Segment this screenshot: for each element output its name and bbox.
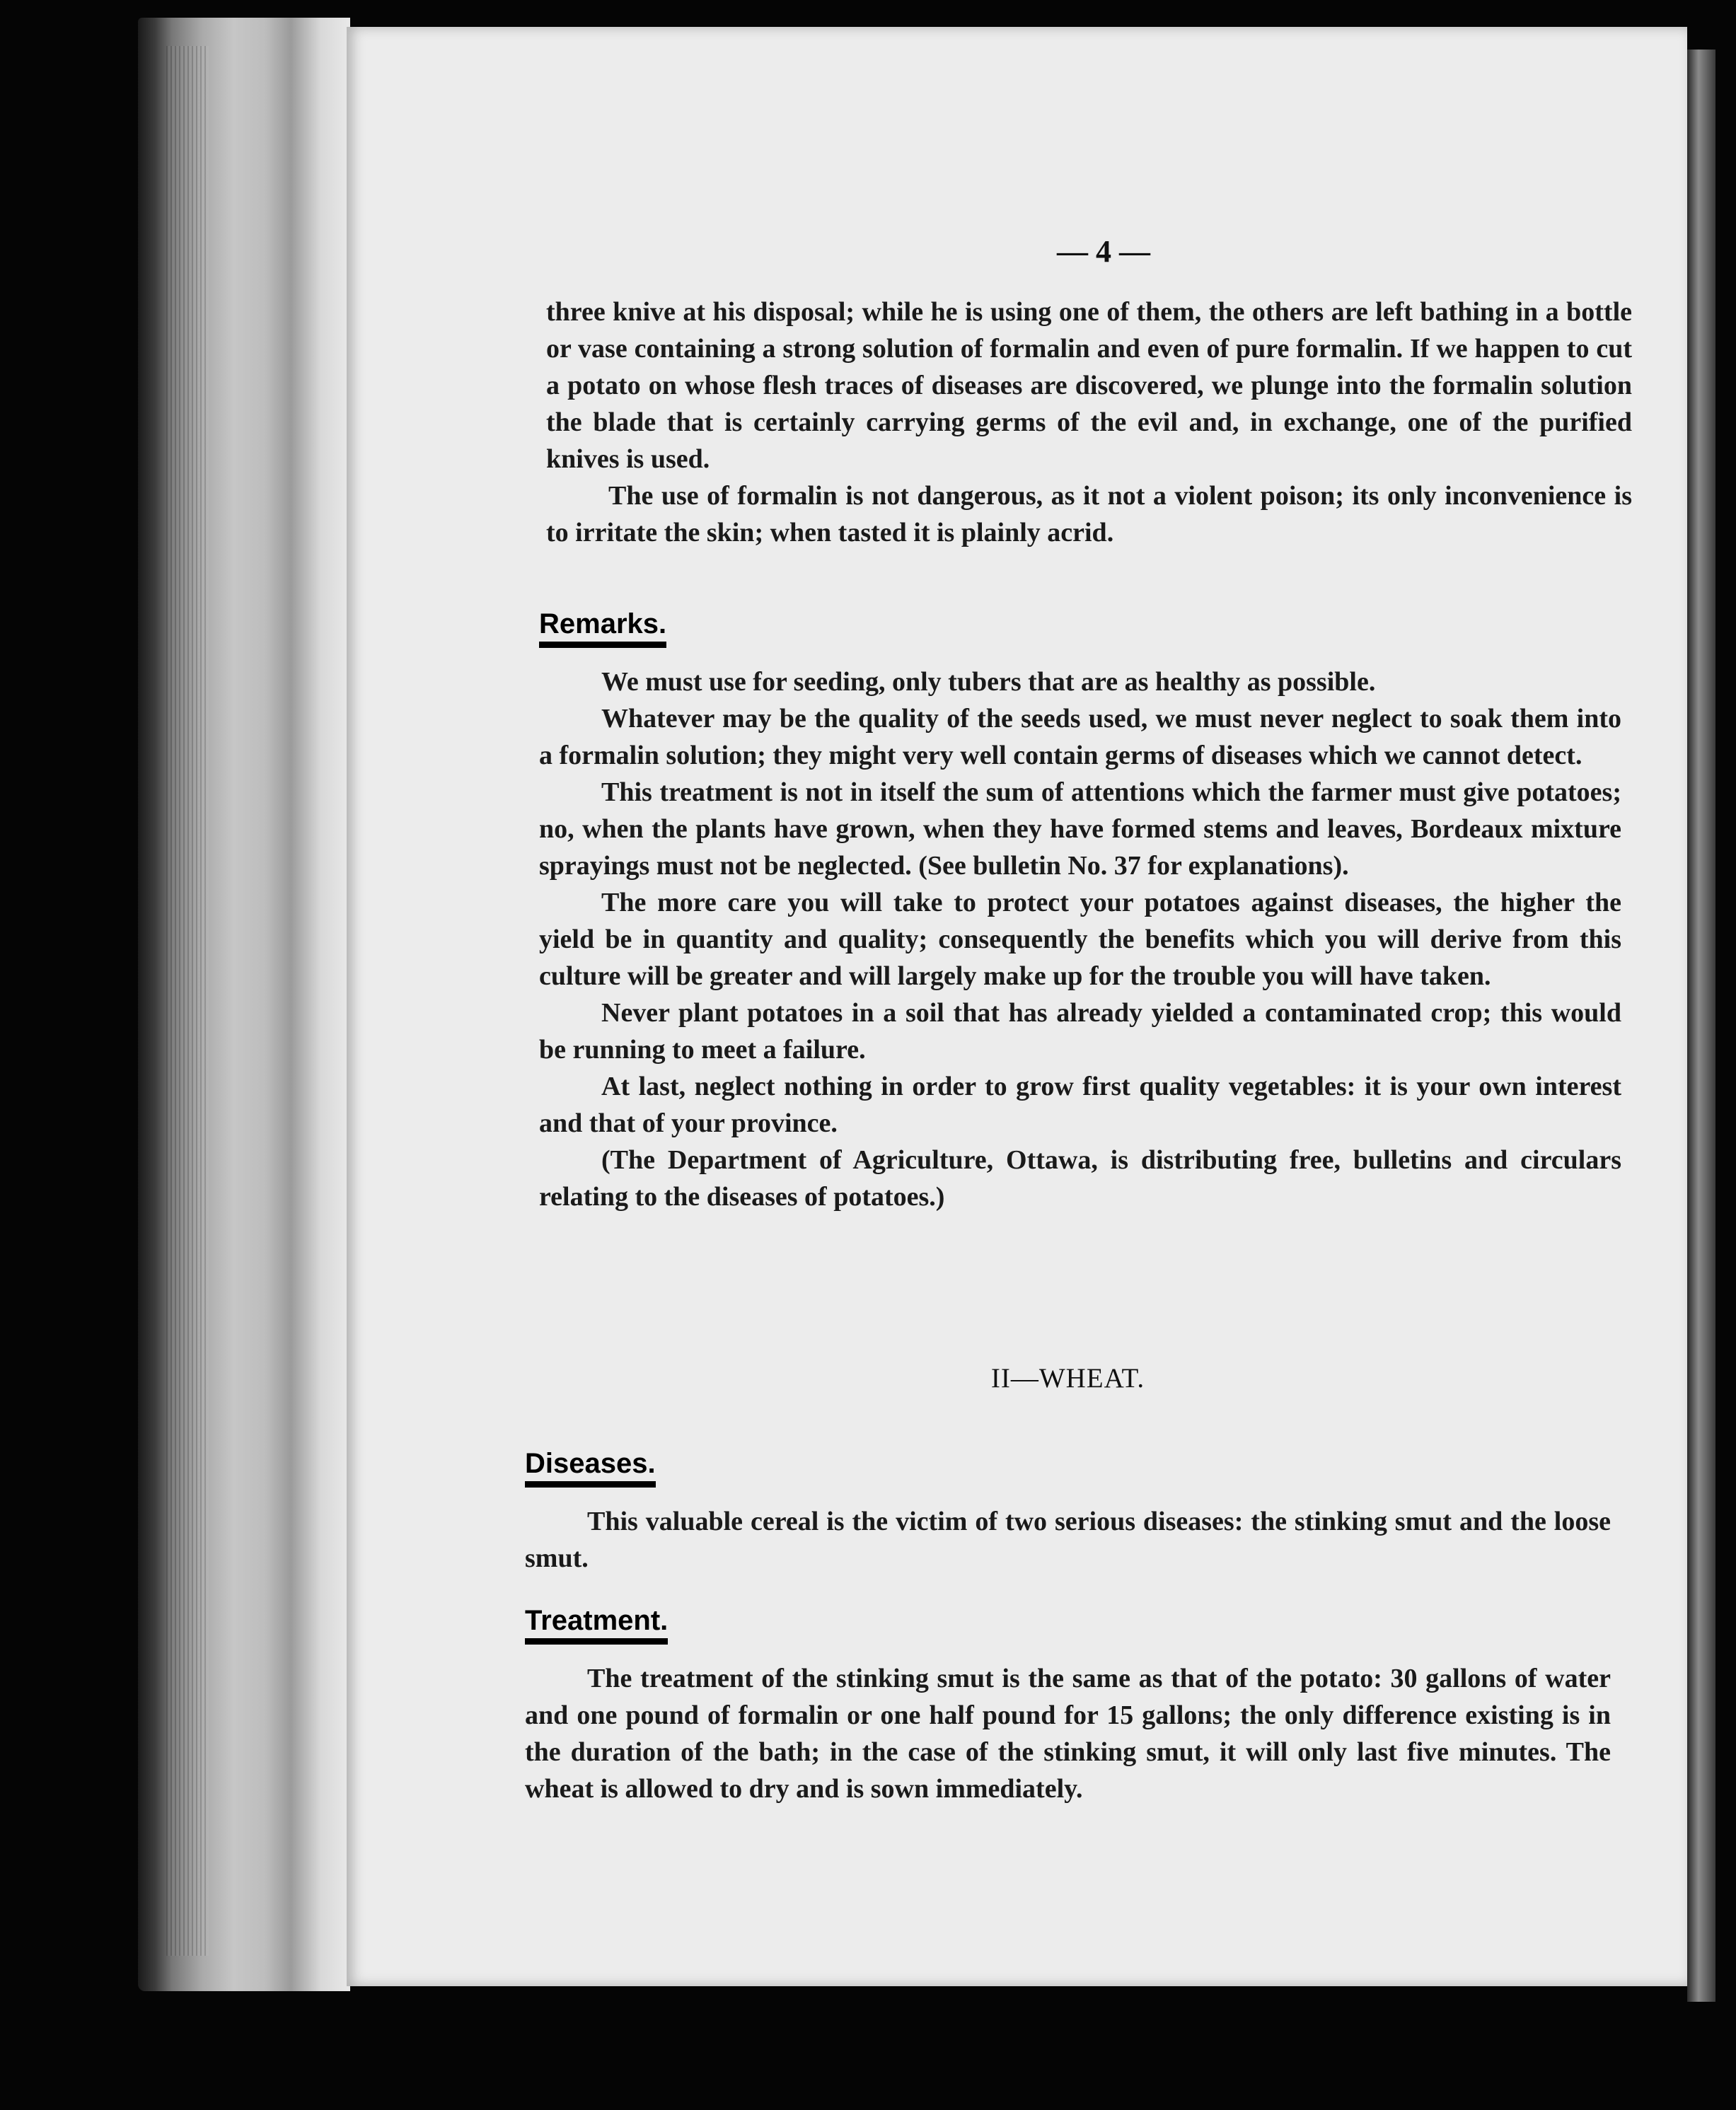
remarks-paragraph: (The Department of Agriculture, Ottawa, is distributing free, bulletins and circulars relating to the diseases of potatoes.) [539, 1145, 1621, 1212]
intro-text [546, 294, 1632, 551]
remarks-paragraph: At last, neglect nothing in order to grow first quality vegetables: it is your own interest and that of your province. [539, 1072, 1621, 1138]
treatment-heading: Treatment. [525, 1605, 668, 1645]
diseases-heading: Diseases. [525, 1448, 656, 1488]
remarks-paragraph: Never plant potatoes in a soil that has already yielded a contaminated crop; this would be running to meet a failure. [539, 998, 1621, 1065]
treatment-paragraph: The treatment of the stinking smut is the same as that of the potato: 30 gallons of water and one pound of formalin or one half pound for 15 gallons; the only difference existing is in the duration of the bath; in the case of the stinking smut, it will only last five minutes. The wheat is allowed to dry and is sown immediately. [525, 1664, 1611, 1804]
remarks-heading: Remarks. [539, 608, 666, 648]
intro-paragraph: The use of formalin is not dangerous, as it not a violent poison; its only inconvenience is to irritate the skin; when tasted it is plainly acrid. [546, 481, 1632, 547]
intro-paragraph: three knive at his disposal; while he is using one of them, the others are left bathing in a bottle or vase containing a strong solution of formalin and even of pure formalin. If we happen to cut a potato on whose flesh traces of diseases are discovered, we plunge into the formalin solution the blade that is certainly carrying germs of the evil and, in exchange, one of the purified knives is used. [546, 297, 1632, 474]
section-title: II—WHEAT. [990, 1363, 1145, 1393]
wheat-section [525, 1330, 1611, 1807]
remarks-paragraph: The more care you will take to protect your potatoes against diseases, the higher the yield be in quantity and quality; consequently the benefits which you will derive from this culture will be greater and will largely make up for the trouble you will have taken. [539, 888, 1621, 991]
book-right-edge [1687, 50, 1715, 2002]
remarks-paragraph: This treatment is not in itself the sum of attentions which the farmer must give potatoes; no, when the plants have grown, when they have formed stems and leaves, Bordeaux mixture sprayings must not be neglected. (See bulletin No. 37 for explanations). [539, 777, 1621, 881]
remarks-section [539, 580, 1621, 1215]
page-number: — 4 — [1057, 234, 1150, 269]
remarks-paragraph: Whatever may be the quality of the seeds used, we must never neglect to soak them into a formalin solution; they might very well contain germs of diseases which we cannot detect. [539, 704, 1621, 770]
diseases-paragraph: This valuable cereal is the victim of two serious diseases: the stinking smut and the loose smut. [525, 1507, 1611, 1573]
book-page-edges [138, 18, 350, 1991]
remarks-paragraph: We must use for seeding, only tubers that are as healthy as possible. [601, 667, 1376, 697]
